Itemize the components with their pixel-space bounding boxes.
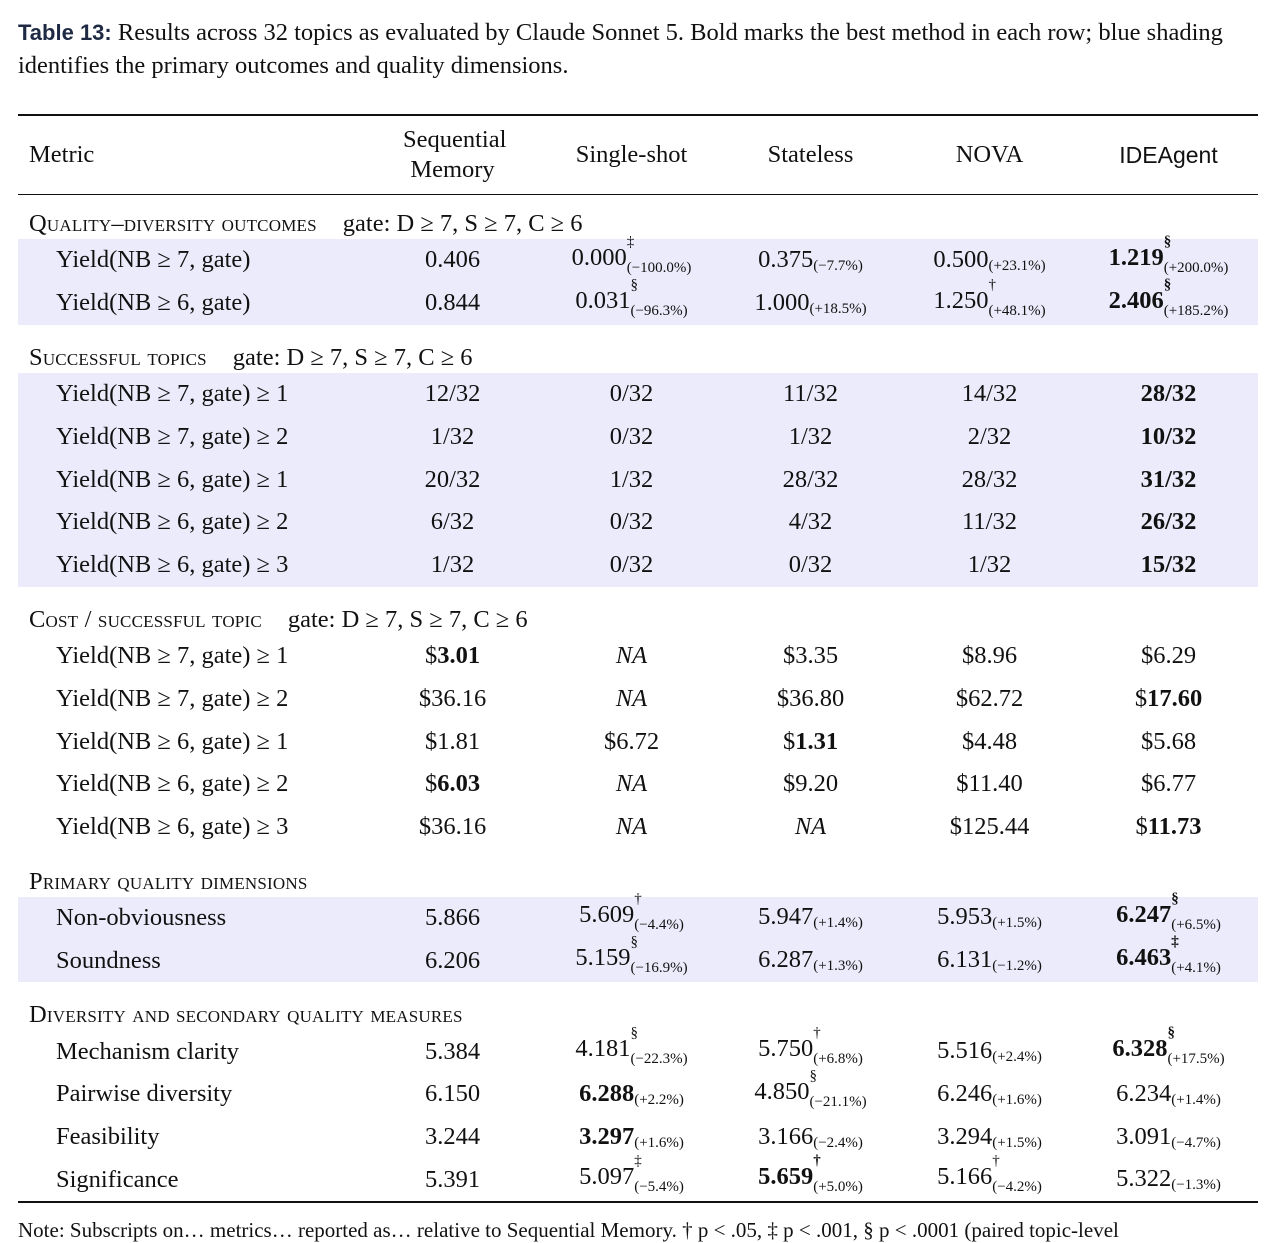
table-cell xyxy=(721,939,900,982)
table-cell xyxy=(363,501,542,544)
cell-value: 5.953 xyxy=(937,903,993,931)
table-cell xyxy=(900,458,1079,501)
table-cell xyxy=(900,1030,1079,1073)
cell-value: 11/32 xyxy=(962,508,1017,536)
cell-value: 5.516 xyxy=(937,1037,993,1065)
table-cell xyxy=(721,677,900,720)
cell-value: 0.000 ‡ xyxy=(571,233,635,271)
significance-mark: § xyxy=(630,276,638,293)
cell-value: 5.322 xyxy=(1116,1165,1172,1193)
table-cell xyxy=(721,806,900,849)
table-cell xyxy=(363,373,542,416)
table-cell xyxy=(721,763,900,806)
cell-value: 1/32 xyxy=(967,551,1012,579)
cell-value: NA xyxy=(794,813,827,841)
table-cell xyxy=(1079,635,1258,678)
cell-value: NA xyxy=(615,770,648,798)
table-caption xyxy=(18,16,1268,82)
table-cell xyxy=(363,763,542,806)
section-title: Cost / successful topic xyxy=(29,605,262,633)
cell-value: $3.35 xyxy=(782,641,839,669)
table-cell xyxy=(900,677,1079,720)
metric-label: Yield(NB ≥ 7, gate) ≥ 1 xyxy=(18,373,363,416)
relative-change: (+48.1%) xyxy=(988,302,1046,319)
cell-value: 0/32 xyxy=(609,379,654,407)
section-title: Quality–diversity outcomes xyxy=(29,210,317,237)
table-cell xyxy=(363,635,542,678)
table-cell xyxy=(363,544,542,587)
cell-value: 15/32 xyxy=(1140,551,1197,579)
cell-value: 28/32 xyxy=(1140,379,1197,407)
section-title: Primary quality dimensions xyxy=(29,867,308,895)
table-cell xyxy=(1079,544,1258,587)
cell-value: 10/32 xyxy=(1140,422,1197,450)
table-cell xyxy=(363,897,542,940)
cell-value: 5.947 xyxy=(758,903,814,931)
relative-change: (+185.2%) xyxy=(1163,302,1229,319)
relative-change: (−96.3%) xyxy=(630,302,688,319)
cell-value: 28/32 xyxy=(782,465,839,493)
cell-value: 5.159 § xyxy=(575,934,638,972)
cell-value: $62.72 xyxy=(955,684,1024,712)
table-row xyxy=(18,415,1258,458)
table-cell xyxy=(900,897,1079,940)
table-cell xyxy=(542,635,721,678)
table-cell xyxy=(721,501,900,544)
table-cell xyxy=(542,891,721,940)
cell-value: 6.246 xyxy=(937,1079,993,1107)
caption-text: Results across 32 topics as evaluated by Claude Sonnet 5. Bold marks the best method in each row; blue shading identifies the primary outcomes and quality dimensions. xyxy=(18,19,1223,79)
relative-change: (+4.1%) xyxy=(1171,960,1221,977)
table-cell xyxy=(900,720,1079,763)
table-cell xyxy=(721,1067,900,1116)
table-cell xyxy=(542,544,721,587)
cell-value: $125.44 xyxy=(949,813,1030,841)
significance-mark: § xyxy=(1163,276,1172,293)
table-row xyxy=(18,763,1258,806)
relative-change: (+23.1%) xyxy=(988,257,1046,274)
table-cell xyxy=(1079,276,1258,325)
table-cell xyxy=(363,282,542,325)
metric-label: Yield(NB ≥ 6, gate) ≥ 3 xyxy=(56,813,289,841)
relative-change: (+1.6%) xyxy=(634,1134,684,1151)
cell-value: 17.60 xyxy=(1147,684,1203,712)
metric-label: Significance xyxy=(18,1159,363,1203)
table-row xyxy=(18,501,1258,544)
table-cell xyxy=(900,276,1079,325)
cell-value: 14/32 xyxy=(961,379,1018,407)
cell-value: 5.750 † xyxy=(758,1025,821,1063)
cell-value: 5.866 xyxy=(424,903,481,931)
table-cell xyxy=(542,763,721,806)
table-cell xyxy=(1079,1073,1258,1116)
cell-value: NA xyxy=(615,813,648,841)
table-cell xyxy=(542,501,721,544)
column-header: Stateless xyxy=(721,115,900,195)
table-row xyxy=(18,1073,1258,1116)
table-cell xyxy=(900,635,1079,678)
metric-label: Mechanism clarity xyxy=(56,1037,240,1065)
table-cell xyxy=(363,677,542,720)
cell-value: 6.463 ‡ xyxy=(1116,934,1179,972)
table-row xyxy=(18,1116,1258,1159)
table-cell xyxy=(721,1025,900,1073)
table-cell xyxy=(363,1073,542,1116)
cell-value: 1.000 xyxy=(754,288,810,316)
table-cell xyxy=(1079,806,1258,849)
significance-mark: † xyxy=(813,1025,821,1042)
relative-change: (−100.0%) xyxy=(626,259,692,276)
table-cell xyxy=(721,458,900,501)
table-row xyxy=(18,282,1258,325)
metric-label: Yield(NB ≥ 6, gate) ≥ 2 xyxy=(56,770,289,798)
table-cell xyxy=(900,501,1079,544)
table-cell xyxy=(542,276,721,325)
relative-change: (+18.5%) xyxy=(809,300,867,317)
cell-value: 6/32 xyxy=(430,508,475,536)
table-cell xyxy=(900,373,1079,416)
cell-value: 1.250 † xyxy=(933,276,996,314)
table-cell xyxy=(1079,763,1258,806)
table-cell xyxy=(542,677,721,720)
table-cell xyxy=(900,1116,1079,1159)
metric-label: Non-obviousness xyxy=(18,897,363,940)
table-cell xyxy=(721,373,900,416)
cell-value: 4.181 § xyxy=(575,1025,638,1063)
column-header: Metric xyxy=(18,115,363,195)
cell-value: 3.244 xyxy=(424,1123,481,1151)
relative-change: (+2.4%) xyxy=(992,1049,1042,1066)
table-cell xyxy=(1079,415,1258,458)
section-spacer xyxy=(18,325,1258,343)
table-cell xyxy=(721,897,900,940)
table-cell xyxy=(721,282,900,325)
metric-label: Feasibility xyxy=(56,1123,160,1151)
cell-value: 6.206 xyxy=(424,946,481,974)
table-cell xyxy=(1079,501,1258,544)
metric-label: Yield(NB ≥ 7, gate) ≥ 1 xyxy=(56,641,289,669)
relative-change: (−4.7%) xyxy=(1171,1134,1221,1151)
cell-value: $9.20 xyxy=(782,770,839,798)
table-cell xyxy=(542,1153,721,1203)
table-row xyxy=(18,635,1258,678)
table-cell xyxy=(363,239,542,282)
cell-value: NA xyxy=(615,641,648,669)
table-note: Note: Subscripts on… metrics… reported as… relative to Sequential Memory. † p < .05, ‡ p < .001, § p < .0001 (paired topic-level xyxy=(18,1218,1119,1242)
section-title: Diversity and secondary quality measures xyxy=(29,1001,463,1029)
section-header-row xyxy=(18,605,1258,635)
relative-change: (+6.5%) xyxy=(1171,917,1221,934)
table-cell xyxy=(900,1153,1079,1203)
section-gate: gate: D ≥ 7, S ≥ 7, C ≥ 6 xyxy=(232,343,473,371)
significance-mark: § xyxy=(630,1025,638,1042)
cell-value: 5.166 † xyxy=(937,1153,1000,1191)
column-header: Single-shot xyxy=(542,115,721,195)
cell-value: 2/32 xyxy=(967,422,1012,450)
metric-label: Yield(NB ≥ 7, gate) xyxy=(18,239,363,282)
table-cell xyxy=(900,544,1079,587)
table-row xyxy=(18,544,1258,587)
table-cell xyxy=(721,415,900,458)
relative-change: (−2.4%) xyxy=(813,1134,863,1151)
table-cell xyxy=(900,806,1079,849)
table-cell xyxy=(542,934,721,982)
table-cell xyxy=(363,415,542,458)
significance-mark: † xyxy=(634,891,642,908)
cell-value: 5.391 xyxy=(424,1165,481,1193)
significance-mark: ‡ xyxy=(626,233,635,250)
cell-value: 3.166 xyxy=(758,1122,814,1150)
relative-change: (+200.0%) xyxy=(1163,259,1229,276)
section-spacer xyxy=(18,587,1258,605)
table-cell xyxy=(1079,458,1258,501)
relative-change: (+17.5%) xyxy=(1167,1051,1225,1068)
table-cell xyxy=(721,239,900,282)
metric-label: Yield(NB ≥ 6, gate) xyxy=(18,282,363,325)
table-cell xyxy=(721,1153,900,1203)
cell-value: 6.03 xyxy=(437,770,481,798)
relative-change: (−22.3%) xyxy=(630,1051,688,1068)
cell-value: 1/32 xyxy=(430,551,475,579)
table-body xyxy=(18,195,1258,1203)
table-cell xyxy=(542,1116,721,1159)
table-cell xyxy=(1079,720,1258,763)
relative-change: (+1.4%) xyxy=(1171,1091,1221,1108)
cell-value: 6.234 xyxy=(1116,1079,1172,1107)
table-row xyxy=(18,1030,1258,1073)
cell-value: $6.72 xyxy=(603,727,660,755)
section-spacer xyxy=(18,849,1258,867)
significance-mark: § xyxy=(1167,1025,1175,1042)
table-cell xyxy=(900,239,1079,282)
metric-label: Yield(NB ≥ 7, gate) ≥ 2 xyxy=(18,415,363,458)
cell-value: 0/32 xyxy=(609,422,654,450)
table-cell xyxy=(1079,233,1258,282)
cell-value: 11/32 xyxy=(783,379,838,407)
cell-value: 6.288 xyxy=(579,1079,635,1107)
section-gate: gate: D ≥ 7, S ≥ 7, C ≥ 6 xyxy=(342,210,583,237)
table-cell xyxy=(900,1073,1079,1116)
cell-value: $1.81 xyxy=(424,727,481,755)
table-cell xyxy=(1079,1159,1258,1203)
table-cell xyxy=(363,1030,542,1073)
header-row xyxy=(18,115,1258,195)
significance-mark: § xyxy=(809,1067,817,1084)
table-cell xyxy=(1079,1025,1258,1073)
significance-mark: ‡ xyxy=(1171,934,1179,951)
table-cell xyxy=(900,939,1079,982)
relative-change: (+1.4%) xyxy=(813,915,863,932)
cell-value: 26/32 xyxy=(1140,508,1197,536)
cell-value: $11.40 xyxy=(956,770,1023,798)
cell-value: 11.73 xyxy=(1147,813,1202,841)
significance-mark: ‡ xyxy=(634,1153,642,1170)
table-cell xyxy=(542,415,721,458)
metric-label: Yield(NB ≥ 6, gate) ≥ 1 xyxy=(18,458,363,501)
cell-value: 0/32 xyxy=(609,551,654,579)
table-cell xyxy=(363,1159,542,1203)
relative-change: (−4.4%) xyxy=(634,917,684,934)
metric-label: Yield(NB ≥ 7, gate) ≥ 2 xyxy=(56,684,289,712)
section-header-row xyxy=(18,343,1258,373)
cell-value: 0.844 xyxy=(424,289,481,317)
cell-value: 0.500 xyxy=(933,245,989,273)
relative-change: (+5.0%) xyxy=(813,1179,863,1196)
significance-mark: † xyxy=(988,276,996,293)
cell-value: 1/32 xyxy=(430,422,475,450)
table-cell xyxy=(542,806,721,849)
table-row xyxy=(18,677,1258,720)
relative-change: (−1.2%) xyxy=(992,958,1042,975)
table-row xyxy=(18,373,1258,416)
cell-value: $5.68 xyxy=(1140,727,1197,755)
relative-change: (−1.3%) xyxy=(1171,1177,1221,1194)
section-gate: gate: D ≥ 7, S ≥ 7, C ≥ 6 xyxy=(287,605,528,633)
cell-value: 31/32 xyxy=(1140,465,1197,493)
cell-value: 2.406 § xyxy=(1108,276,1172,314)
table-cell xyxy=(363,1116,542,1159)
cell-value: 0.375 xyxy=(758,245,814,273)
cell-value: $36.16 xyxy=(418,684,487,712)
relative-change: (+2.2%) xyxy=(634,1091,684,1108)
column-header: NOVA xyxy=(900,115,1079,195)
metric-label: Yield(NB ≥ 6, gate) ≥ 3 xyxy=(18,544,363,587)
table-cell xyxy=(363,806,542,849)
table-row xyxy=(18,897,1258,940)
table-row xyxy=(18,806,1258,849)
significance-mark: † xyxy=(992,1153,1000,1170)
cell-value: 3.01 xyxy=(437,641,481,669)
relative-change: (−21.1%) xyxy=(809,1093,867,1110)
section-spacer xyxy=(18,982,1258,1000)
table-cell xyxy=(900,415,1079,458)
cell-value: 5.097 ‡ xyxy=(579,1153,642,1191)
column-header: IDEAgent xyxy=(1079,115,1258,195)
cell-prefix: $ xyxy=(424,770,438,798)
cell-value: 1.219 § xyxy=(1108,233,1172,271)
table-cell xyxy=(542,233,721,282)
table-cell xyxy=(1079,1116,1258,1159)
table-cell xyxy=(542,1025,721,1073)
relative-change: (−4.2%) xyxy=(992,1179,1042,1196)
table-cell xyxy=(1079,934,1258,982)
cell-value: 6.150 xyxy=(424,1080,481,1108)
cell-value: $36.80 xyxy=(776,684,845,712)
table-cell xyxy=(900,763,1079,806)
table-cell xyxy=(721,1116,900,1159)
metric-label: Soundness xyxy=(18,939,363,982)
cell-value: 5.609 † xyxy=(579,891,642,929)
cell-value: 3.294 xyxy=(937,1122,993,1150)
table-cell xyxy=(542,373,721,416)
cell-value: 4.850 § xyxy=(754,1067,817,1105)
cell-value: 0.406 xyxy=(424,246,481,274)
relative-change: (+1.3%) xyxy=(813,958,863,975)
table-cell xyxy=(1079,677,1258,720)
caption-label: Table 13: xyxy=(18,20,112,45)
results-table xyxy=(18,114,1258,1203)
significance-mark: § xyxy=(630,934,638,951)
cell-value: 1.31 xyxy=(795,727,839,755)
table-row xyxy=(18,720,1258,763)
metric-label: Yield(NB ≥ 6, gate) ≥ 1 xyxy=(56,727,289,755)
section-spacer xyxy=(18,195,1258,210)
cell-value: 0/32 xyxy=(788,551,833,579)
cell-value: 6.328 § xyxy=(1112,1025,1175,1063)
table-cell xyxy=(721,720,900,763)
cell-value: 6.247 § xyxy=(1116,891,1179,929)
cell-value: 0/32 xyxy=(609,508,654,536)
relative-change: (−7.7%) xyxy=(813,257,863,274)
cell-value: 5.384 xyxy=(424,1037,481,1065)
cell-value: $36.16 xyxy=(418,813,487,841)
section-header-row xyxy=(18,1000,1258,1030)
cell-value: $6.29 xyxy=(1140,641,1197,669)
cell-value: $6.77 xyxy=(1140,770,1197,798)
relative-change: (+1.6%) xyxy=(992,1091,1042,1108)
relative-change: (+1.5%) xyxy=(992,1134,1042,1151)
cell-value: 12/32 xyxy=(424,379,481,407)
cell-value: 6.131 xyxy=(937,946,993,974)
cell-value: 6.287 xyxy=(758,946,814,974)
significance-mark: § xyxy=(1163,233,1172,250)
cell-value: 0.031 § xyxy=(575,276,638,314)
cell-value: $8.96 xyxy=(961,641,1018,669)
relative-change: (−16.9%) xyxy=(630,960,688,977)
cell-value: 1/32 xyxy=(609,465,654,493)
table-cell xyxy=(721,635,900,678)
cell-value: 5.659 † xyxy=(758,1153,821,1191)
column-header: Sequential Memory xyxy=(363,115,542,195)
table-cell xyxy=(363,939,542,982)
relative-change: (+1.5%) xyxy=(992,915,1042,932)
significance-mark: § xyxy=(1171,891,1179,908)
table-row xyxy=(18,1159,1258,1203)
cell-value: NA xyxy=(615,684,648,712)
metric-label: Yield(NB ≥ 6, gate) ≥ 2 xyxy=(18,501,363,544)
cell-value: 3.091 xyxy=(1116,1122,1172,1150)
cell-prefix: $ xyxy=(1134,684,1148,712)
section-header-row xyxy=(18,209,1258,239)
cell-value: 20/32 xyxy=(424,465,481,493)
relative-change: (−5.4%) xyxy=(634,1179,684,1196)
cell-value: 4/32 xyxy=(788,508,833,536)
cell-value: 28/32 xyxy=(961,465,1018,493)
table-cell xyxy=(542,458,721,501)
cell-prefix: $ xyxy=(1135,813,1148,841)
cell-value: 1/32 xyxy=(788,422,833,450)
significance-mark: † xyxy=(813,1153,821,1170)
table-cell xyxy=(721,544,900,587)
metric-label: Pairwise diversity xyxy=(56,1080,233,1108)
relative-change: (+6.8%) xyxy=(813,1051,863,1068)
cell-value: 3.297 xyxy=(579,1122,635,1150)
table-cell xyxy=(1079,891,1258,940)
table-cell xyxy=(1079,373,1258,416)
cell-prefix: $ xyxy=(782,727,796,755)
table-row xyxy=(18,939,1258,982)
table-cell xyxy=(363,720,542,763)
table-cell xyxy=(542,720,721,763)
cell-value: $4.48 xyxy=(961,727,1018,755)
table-row xyxy=(18,239,1258,282)
table-cell xyxy=(363,458,542,501)
cell-prefix: $ xyxy=(424,641,438,669)
table-cell xyxy=(542,1073,721,1116)
section-title: Successful topics xyxy=(29,343,207,371)
table-row xyxy=(18,458,1258,501)
